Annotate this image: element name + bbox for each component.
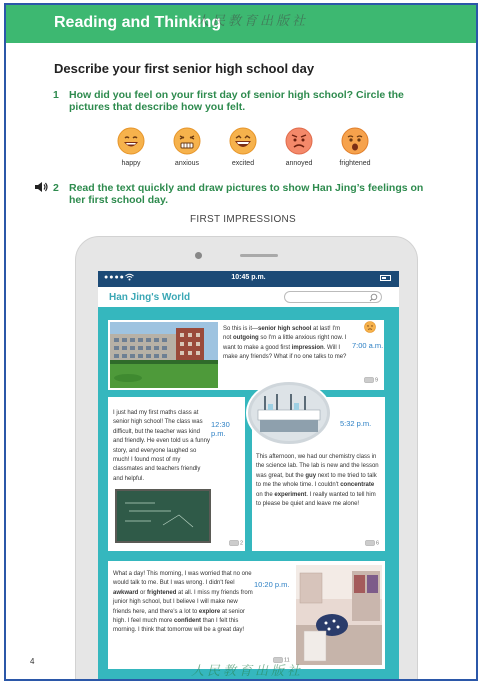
audio-speaker-icon[interactable] bbox=[34, 181, 48, 193]
reading-title: FIRST IMPRESSIONS bbox=[189, 214, 297, 225]
post-time: 10:20 p.m. bbox=[254, 580, 290, 589]
search-icon bbox=[369, 293, 378, 302]
chalkboard-photo bbox=[115, 489, 211, 543]
comment-icon bbox=[229, 540, 239, 546]
question-number: 1 bbox=[53, 89, 59, 101]
emoji-label: excited bbox=[231, 160, 255, 167]
emoji-frightened[interactable] bbox=[334, 126, 376, 172]
emoji-label: annoyed bbox=[285, 160, 313, 167]
tablet-camera bbox=[195, 252, 202, 259]
post-time: 12:30 p.m. bbox=[211, 420, 230, 438]
textbook-page bbox=[4, 3, 478, 681]
svg-text:人民教育出版社: 人民教育出版社 bbox=[196, 14, 309, 28]
search-input[interactable] bbox=[284, 291, 382, 303]
feelings-emoji-row bbox=[110, 126, 380, 172]
post-card-evening[interactable] bbox=[108, 561, 385, 669]
comment-count[interactable]: 6 bbox=[365, 540, 379, 546]
app-bar bbox=[98, 287, 399, 307]
tablet-speaker-slot bbox=[240, 254, 278, 257]
emoji-excited[interactable] bbox=[222, 126, 264, 172]
svg-text:人民教育出版社: 人民教育出版社 bbox=[191, 664, 304, 678]
post-text: This afternoon, we had our chemistry class in the science lab. The lab is new and the lesson was great, but the guy next to me tried to talk to me the whole time. I couldn't concentrate on the experiment. I really wanted to tell him to please be quiet and leave me alone! bbox=[256, 454, 379, 508]
emoji-happy[interactable] bbox=[110, 126, 152, 172]
question-1 bbox=[53, 89, 443, 115]
emoji-label: happy bbox=[121, 160, 141, 167]
emoji-label: frightened bbox=[339, 160, 371, 167]
post-time: 5:32 p.m. bbox=[340, 419, 372, 428]
section-header-title: Reading and Thinking bbox=[54, 14, 222, 31]
question-number: 2 bbox=[53, 182, 59, 194]
emoji-annoyed[interactable] bbox=[278, 126, 320, 172]
tablet-illustration bbox=[75, 236, 418, 681]
dormitory-room-photo bbox=[296, 565, 382, 665]
question-text: Read the text quickly and draw pictures to show Han Jing’s feelings on her first school day. bbox=[69, 182, 424, 206]
status-bar bbox=[98, 271, 399, 287]
comment-count[interactable]: 2 bbox=[229, 540, 243, 546]
question-2 bbox=[53, 182, 453, 208]
publisher-watermark bbox=[196, 12, 316, 32]
anxious-feeling-icon bbox=[364, 321, 376, 333]
comment-icon bbox=[364, 377, 374, 383]
post-text: So this is it—senior high school at last! I'm not outgoing so I'm a little anxious right now. I want to make a good first impression. Will I make any friends? What if no one talks to me? bbox=[223, 326, 347, 361]
happy-face-icon bbox=[116, 126, 146, 156]
footer-watermark bbox=[191, 662, 311, 681]
status-time: 10:45 p.m. bbox=[231, 274, 266, 281]
comment-count[interactable]: 9 bbox=[364, 377, 378, 383]
task-heading: Describe your first senior high school day bbox=[54, 61, 315, 76]
school-building-photo bbox=[110, 322, 218, 388]
comment-count[interactable]: 11 bbox=[273, 657, 290, 663]
post-text: I just had my first maths class at senior high school! The class was difficult, but the teacher was kind and friendly. He even told us a funny story, and everyone laughed so much! I found most of my classmates and teachers friendly and helpful. bbox=[113, 410, 210, 482]
comment-icon bbox=[365, 540, 375, 546]
science-lab-photo bbox=[246, 380, 332, 446]
tablet-screen bbox=[98, 271, 399, 681]
page-number: 4 bbox=[30, 657, 35, 666]
frightened-face-icon bbox=[340, 126, 370, 156]
post-time: 7:00 a.m. bbox=[352, 341, 384, 350]
post-card-noon[interactable] bbox=[108, 397, 245, 551]
annoyed-face-icon bbox=[284, 126, 314, 156]
question-text: How did you feel on your first day of senior high school? Circle the pictures that describe how you felt. bbox=[69, 89, 404, 113]
section-header-bar bbox=[6, 5, 476, 43]
emoji-anxious[interactable] bbox=[166, 126, 208, 172]
post-card-afternoon[interactable] bbox=[252, 397, 385, 551]
signal-icon: ●●●● bbox=[104, 274, 125, 281]
app-title: Han Jing's World bbox=[109, 292, 191, 303]
anxious-face-icon bbox=[172, 126, 202, 156]
post-text: What a day! This morning, I was worried that no one would talk to me. But I was wrong. I didn't feel awkward or frightened at all. I miss my friends from junior high school, but I believe I will make new friends here, and there's a lot to explore at senior high. I feel much more confident than I felt this morning. I think that tomorrow will be a great day! bbox=[113, 571, 253, 634]
emoji-label: anxious bbox=[174, 160, 200, 167]
battery-icon bbox=[380, 275, 391, 281]
excited-face-icon bbox=[228, 126, 258, 156]
